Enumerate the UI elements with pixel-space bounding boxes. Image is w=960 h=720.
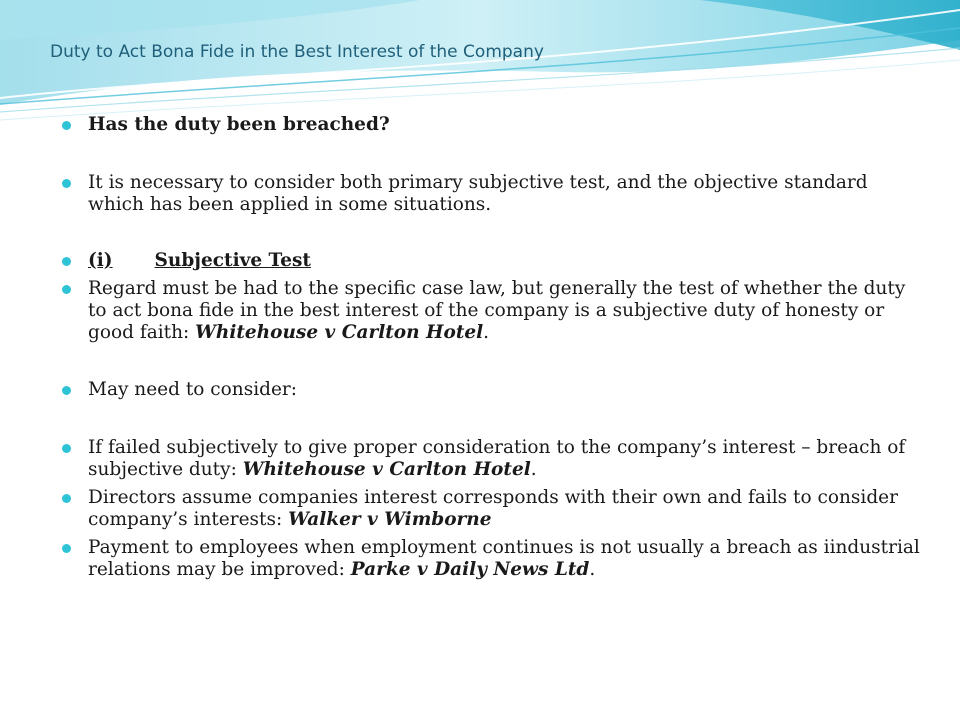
section-label: Subjective Test xyxy=(154,250,311,271)
case-citation: Parke v Daily News Ltd xyxy=(350,559,590,580)
slide-content xyxy=(60,112,920,581)
bullet-text: Has the duty been breached? xyxy=(88,114,390,135)
bullet-item xyxy=(60,172,920,216)
bullet-item xyxy=(60,114,920,136)
bullet-text: If failed subjectively to give proper consideration to the company’s interest – breach of subjective duty: xyxy=(88,437,906,480)
section-number: (i) xyxy=(88,250,113,271)
bullet-item xyxy=(60,487,920,531)
bullet-dot-icon xyxy=(62,257,71,266)
bullet-item xyxy=(60,278,920,344)
section-heading xyxy=(88,250,311,271)
period: . xyxy=(589,559,596,580)
bullet-item xyxy=(60,379,920,401)
slide-title: Duty to Act Bona Fide in the Best Interest of the Company xyxy=(50,42,544,62)
bullet-item xyxy=(60,537,920,581)
case-citation: Whitehouse v Carlton Hotel xyxy=(242,459,531,480)
bullet-dot-icon xyxy=(62,386,71,395)
bullet-text: May need to consider: xyxy=(88,379,297,400)
bullet-text: Directors assume companies interest corresponds with their own and fails to consider company’s interests: xyxy=(88,487,898,530)
bullet-item xyxy=(60,437,920,481)
bullet-dot-icon xyxy=(62,494,71,503)
header-wave-decoration xyxy=(0,0,960,130)
case-citation: Walker v Wimborne xyxy=(288,509,492,530)
bullet-text: Payment to employees when employment continues is not usually a breach as iindustrial relations may be improved: xyxy=(88,537,920,580)
bullet-item xyxy=(60,250,920,272)
case-citation: Whitehouse v Carlton Hotel xyxy=(195,322,484,343)
period: . xyxy=(530,459,537,480)
period: . xyxy=(483,322,490,343)
bullet-text: It is necessary to consider both primary subjective test, and the objective standard which has been applied in some situations. xyxy=(88,172,868,215)
bullet-dot-icon xyxy=(62,444,71,453)
bullet-dot-icon xyxy=(62,179,71,188)
bullet-dot-icon xyxy=(62,121,71,130)
bullet-text: Regard must be had to the specific case law, but generally the test of whether the duty to act bona fide in the best interest of the company is a subjective duty of honesty or good faith: xyxy=(88,278,906,343)
bullet-dot-icon xyxy=(62,285,71,294)
bullet-dot-icon xyxy=(62,544,71,553)
